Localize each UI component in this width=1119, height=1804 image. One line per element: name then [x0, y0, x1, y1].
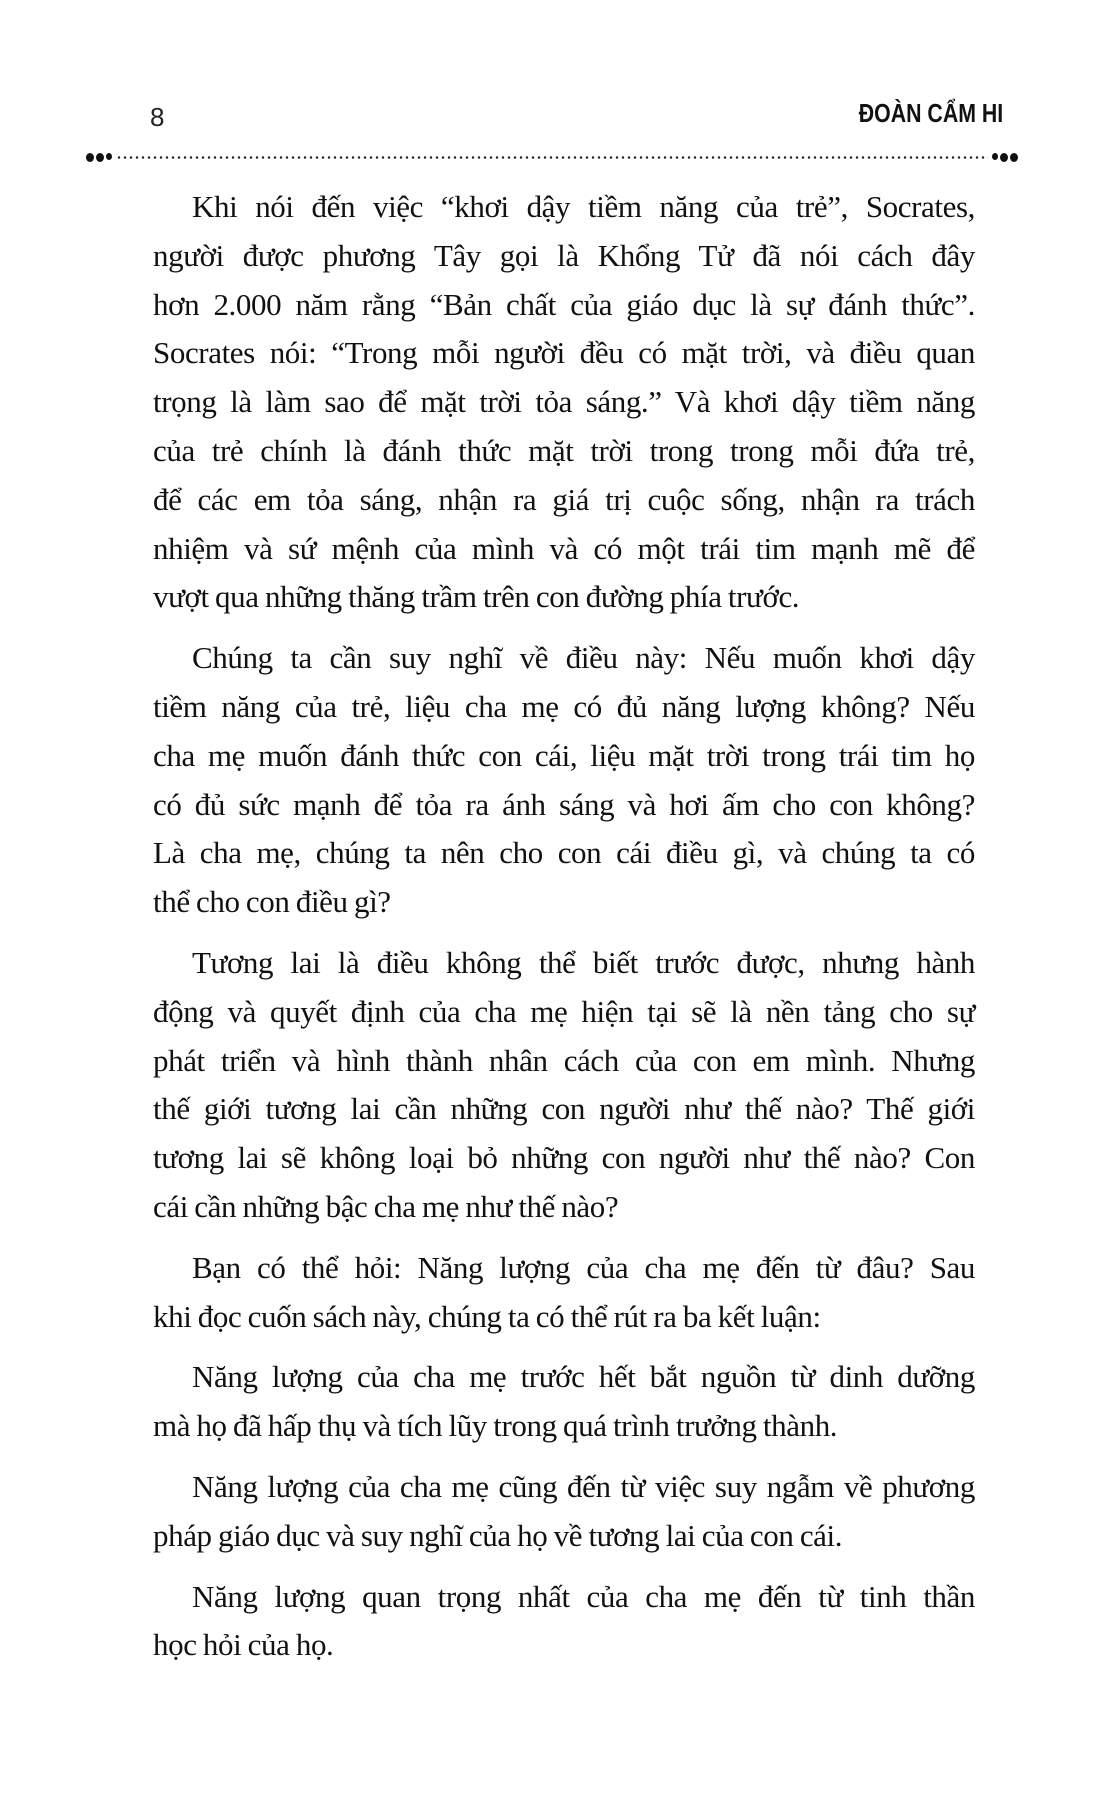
dotted-divider	[86, 150, 1018, 164]
text-line: phát triển và hình thành nhân cách của con em mình. Nhưng	[153, 1042, 975, 1078]
text-line: Năng lượng của cha mẹ cũng đến từ việc suy ngẫm về phương	[192, 1468, 975, 1504]
text-line: để các em tỏa sáng, nhận ra giá trị cuộc sống, nhận ra trách	[153, 481, 975, 517]
paragraph-2	[153, 634, 975, 927]
paragraph-5	[153, 1353, 975, 1451]
ornament-dot-icon	[1010, 153, 1018, 162]
ornament-dot-icon	[86, 153, 94, 162]
paragraph-6	[153, 1463, 975, 1561]
text-line: trọng là làm sao để mặt trời tỏa sáng.” Và khơi dậy tiềm năng	[153, 384, 975, 420]
text-line: học hỏi của họ.	[153, 1627, 334, 1663]
text-line: của trẻ chính là đánh thức mặt trời trong trong mỗi đứa trẻ,	[153, 432, 975, 468]
ornament-dot-icon	[992, 153, 998, 160]
ornament-dot-icon	[106, 153, 112, 160]
paragraph-3	[153, 939, 975, 1232]
ornament-dot-icon	[1000, 153, 1008, 162]
text-line: vượt qua những thăng trầm trên con đường phía trước.	[153, 579, 800, 615]
text-line: Năng lượng của cha mẹ trước hết bắt nguồn từ dinh dưỡng	[192, 1359, 975, 1395]
text-line: tương lai sẽ không loại bỏ những con người như thế nào? Con	[153, 1140, 975, 1176]
text-line: Bạn có thể hỏi: Năng lượng của cha mẹ đến từ đâu? Sau	[192, 1249, 975, 1285]
text-line: người được phương Tây gọi là Khổng Tử đã nói cách đây	[153, 237, 975, 273]
text-line: Là cha mẹ, chúng ta nên cho con cái điều gì, và chúng ta có	[153, 835, 975, 871]
text-line: Tương lai là điều không thể biết trước được, nhưng hành	[192, 944, 975, 980]
text-line: cái cần những bậc cha mẹ như thế nào?	[153, 1188, 619, 1224]
dotted-line	[116, 156, 988, 159]
text-line: động và quyết định của cha mẹ hiện tại sẽ là nền tảng cho sự	[153, 993, 975, 1029]
running-header	[150, 92, 1003, 132]
text-line: cha mẹ muốn đánh thức con cái, liệu mặt trời trong trái tim họ	[153, 737, 975, 773]
text-line: tiềm năng của trẻ, liệu cha mẹ có đủ năng lượng không? Nếu	[153, 688, 975, 724]
divider-ornament-right	[992, 153, 1018, 162]
text-line: hơn 2.000 năm rằng “Bản chất của giáo dục là sự đánh thức”.	[153, 286, 975, 322]
text-line: pháp giáo dục và suy nghĩ của họ về tương lai của con cái.	[153, 1517, 843, 1553]
paragraph-4	[153, 1244, 975, 1342]
text-line: Khi nói đến việc “khơi dậy tiềm năng của trẻ”, Socrates,	[192, 189, 975, 224]
page-number: 8	[150, 102, 165, 132]
text-line: Năng lượng quan trọng nhất của cha mẹ đến từ tinh thần	[192, 1578, 975, 1614]
text-line: thể cho con điều gì?	[153, 884, 391, 920]
text-line: mà họ đã hấp thụ và tích lũy trong quá trình trưởng thành.	[153, 1408, 838, 1444]
body-text	[153, 183, 975, 1682]
paragraph-7	[153, 1573, 975, 1671]
text-line: khi đọc cuốn sách này, chúng ta có thể rút ra ba kết luận:	[153, 1298, 821, 1334]
author-name: ĐOÀN CẨM HI	[858, 98, 1003, 128]
divider-ornament-left	[86, 153, 112, 162]
paragraph-1	[153, 183, 975, 622]
ornament-dot-icon	[96, 153, 104, 162]
text-line: Chúng ta cần suy nghĩ về điều này: Nếu muốn khơi dậy	[192, 640, 975, 676]
text-line: Socrates nói: “Trong mỗi người đều có mặt trời, và điều quan	[153, 335, 975, 371]
text-line: có đủ sức mạnh để tỏa ra ánh sáng và hơi ấm cho con không?	[153, 786, 975, 822]
text-line: thế giới tương lai cần những con người như thế nào? Thế giới	[153, 1091, 975, 1127]
text-line: nhiệm và sứ mệnh của mình và có một trái tim mạnh mẽ để	[153, 530, 975, 566]
